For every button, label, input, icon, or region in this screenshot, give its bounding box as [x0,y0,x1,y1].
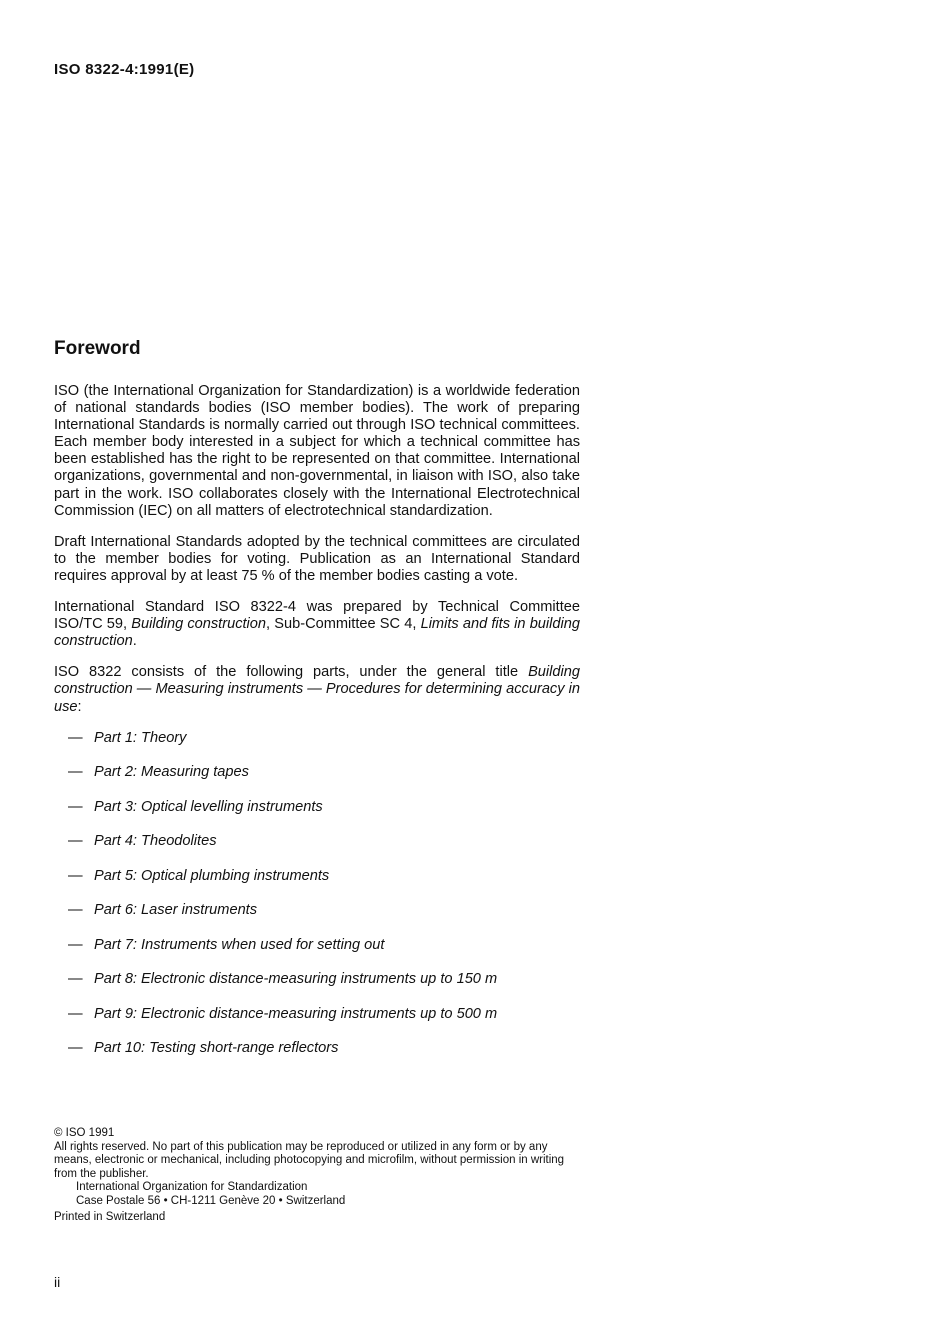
list-dash: — [68,798,83,815]
paragraph-text: International Standard ISO 8322-4 was prepared by Technical Committee ISO/TC 59, [54,599,580,633]
list-item [54,833,580,868]
list-dash: — [68,971,83,988]
list-dash: — [68,764,83,781]
foreword-title: Foreword [54,338,141,359]
printed-location: Printed in Switzerland [54,1210,166,1223]
part-title: Part 3: Optical levelling instruments [94,798,323,815]
postal-address: Case Postale 56 • CH-1211 Genève 20 • Switzerland [76,1194,346,1207]
part-title: Part 2: Measuring tapes [94,764,249,781]
general-title: Building construction — Measuring instruments — Procedures for determining accuracy in use [54,664,580,715]
page-number: ii [54,1274,61,1290]
document-identifier: ISO 8322-4:1991(E) [54,61,195,78]
paragraph-text: : [77,698,82,715]
foreword-paragraph-3 [54,599,580,650]
foreword-body [54,383,580,1075]
list-dash: — [68,936,83,953]
list-item [54,1040,580,1075]
foreword-paragraph-2: Draft International Standards adopted by the technical committees are circulated to the member bodies for voting. Publication as an International Standard requires approval by at least 75 % of the member bodies casting a vote. [54,533,580,584]
list-dash: — [68,867,83,884]
list-dash: — [68,902,83,919]
copyright-line: © ISO 1991 [54,1127,115,1139]
part-title: Part 8: Electronic distance-measuring instruments up to 150 m [94,971,498,988]
organization-name: International Organization for Standardization [76,1181,308,1194]
part-title: Part 6: Laser instruments [94,902,258,919]
paragraph-text: , Sub-Committee SC 4, [266,616,421,633]
part-title: Part 10: Testing short-range reflectors [94,1040,339,1057]
paragraph-text: ISO 8322 consists of the following parts, under the general title [54,664,529,681]
list-item [54,1006,580,1041]
committee-title: Building construction [131,616,267,633]
list-dash: — [68,1040,83,1057]
copyright-notice [54,1127,584,1224]
list-item [54,937,580,972]
list-dash: — [68,833,83,850]
parts-list [54,730,580,1075]
paragraph-text: . [132,633,137,650]
foreword-paragraph-4 [54,664,580,715]
list-dash: — [68,1005,83,1022]
list-dash: — [68,729,83,746]
list-item [54,730,580,765]
rights-statement: All rights reserved. No part of this publication may be reproduced or utilized in any form or by any means, electronic or mechanical, including photocopying and microfilm, without permission in writing from the publisher. [54,1140,565,1180]
list-item [54,868,580,903]
part-title: Part 4: Theodolites [94,833,217,850]
part-title: Part 5: Optical plumbing instruments [94,867,330,884]
subcommittee-title: Limits and fits in building construction [54,616,580,650]
part-title: Part 7: Instruments when used for setting out [94,936,385,953]
list-item [54,971,580,1006]
list-item [54,764,580,799]
list-item [54,799,580,834]
foreword-paragraph-1: ISO (the International Organization for Standardization) is a worldwide federation of national standards bodies (ISO member bodies). The work of preparing International Standards is normally carried out through ISO technical committees. Each member body interested in a subject for which a technical committee has been established has the right to be represented on that committee. International organizations, governmental and non-governmental, in liaison with ISO, also take part in the work. ISO collaborates closely with the International Electrotechnical Commission (IEC) on all matters of electrotechnical standardization. [54,383,580,519]
part-title: Part 9: Electronic distance-measuring instruments up to 500 m [94,1005,498,1022]
part-title: Part 1: Theory [94,729,187,746]
list-item [54,902,580,937]
